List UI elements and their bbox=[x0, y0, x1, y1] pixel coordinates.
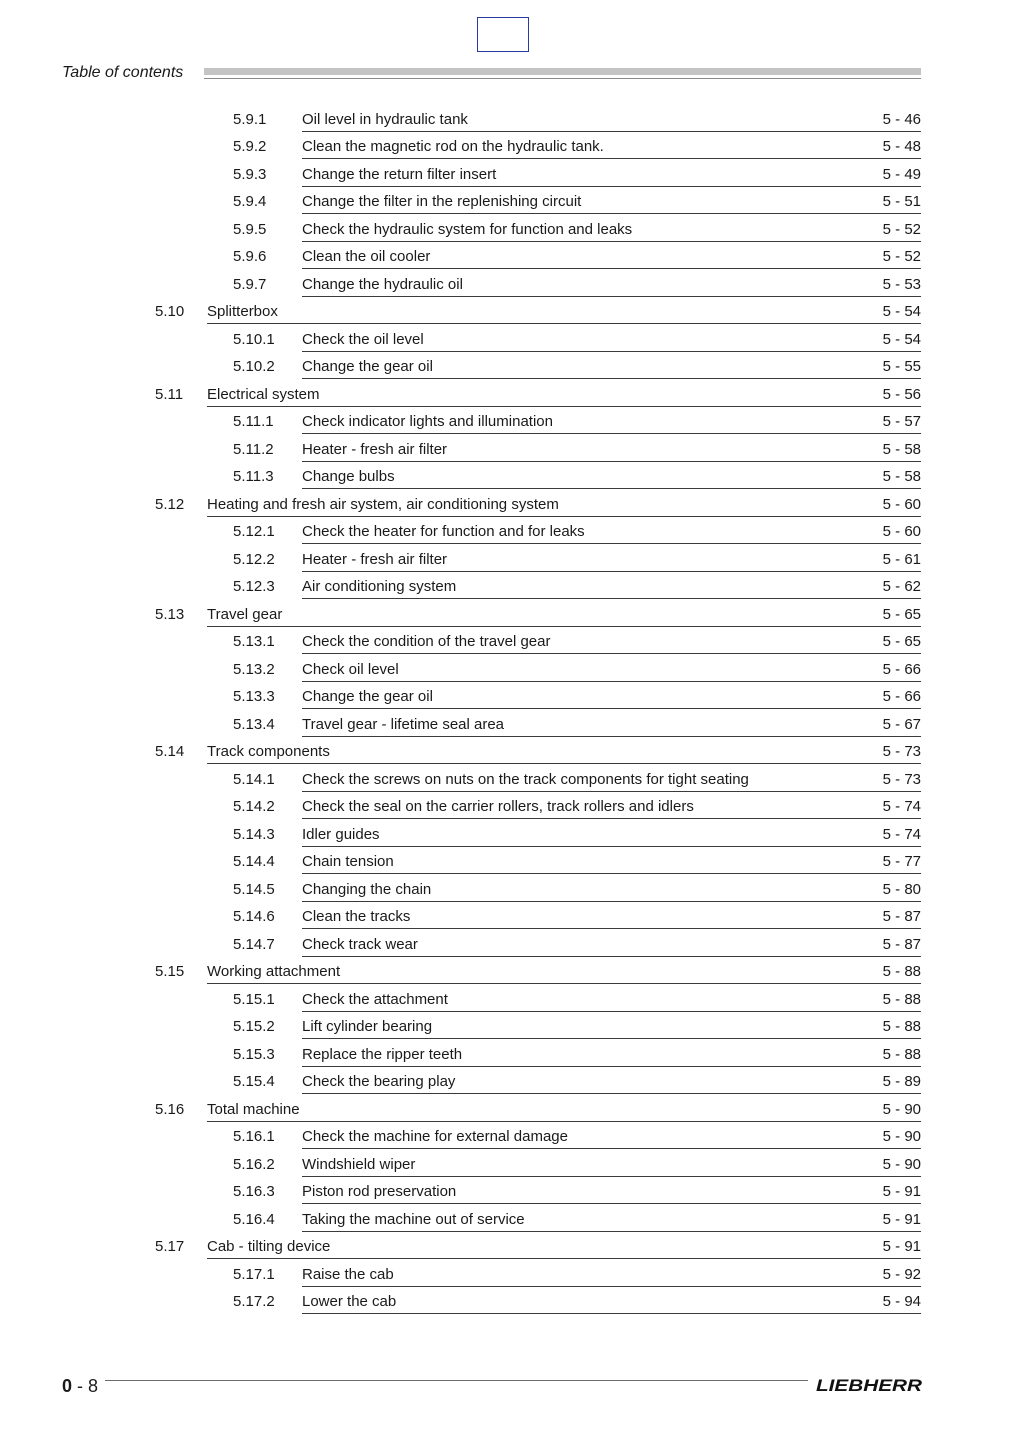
toc-subsection-entry[interactable] bbox=[0, 159, 1024, 187]
toc-subsection-entry[interactable] bbox=[0, 132, 1024, 160]
toc-subsection-entry[interactable] bbox=[0, 187, 1024, 215]
toc-subsection-entry[interactable] bbox=[0, 1287, 1024, 1315]
toc-subsection-entry[interactable] bbox=[0, 517, 1024, 545]
toc-subsection-entry[interactable] bbox=[0, 1259, 1024, 1287]
toc-entry-page[interactable]: 5 - 51 bbox=[882, 193, 921, 210]
toc-subsection-entry[interactable] bbox=[0, 1012, 1024, 1040]
toc-entry-number: 5.14.3 bbox=[233, 825, 275, 843]
toc-entry-title[interactable]: Air conditioning system bbox=[302, 578, 457, 595]
header-divider bbox=[204, 78, 921, 79]
toc-entry-title[interactable]: Check the condition of the travel gear bbox=[302, 633, 551, 650]
toc-entry-page[interactable]: 5 - 87 bbox=[882, 935, 921, 953]
toc-entry-page[interactable]: 5 - 62 bbox=[882, 578, 921, 595]
toc-entry-title[interactable]: Check the machine for external damage bbox=[302, 1128, 568, 1145]
toc-entry-number: 5.15.3 bbox=[233, 1045, 275, 1063]
toc-entry-title[interactable]: Total machine bbox=[207, 1100, 300, 1118]
toc-entry-page[interactable]: 5 - 49 bbox=[882, 165, 921, 183]
toc-entry-number: 5.16.3 bbox=[233, 1183, 275, 1200]
toc-entry-page[interactable]: 5 - 77 bbox=[882, 853, 921, 870]
toc-entry-page[interactable]: 5 - 53 bbox=[882, 275, 921, 293]
toc-entry-number: 5.15 bbox=[155, 963, 185, 980]
toc-subsection-entry[interactable] bbox=[0, 929, 1024, 957]
toc-entry-page[interactable]: 5 - 80 bbox=[882, 880, 921, 898]
toc-section-entry[interactable] bbox=[0, 489, 1024, 517]
toc-entry-title[interactable]: Check the heater for function and for leaks bbox=[302, 523, 585, 540]
toc-entry-page[interactable]: 5 - 90 bbox=[882, 1155, 921, 1173]
toc-entry-page[interactable]: 5 - 91 bbox=[882, 1238, 921, 1255]
toc-entry-page[interactable]: 5 - 58 bbox=[882, 440, 921, 458]
toc-entry-title[interactable]: Raise the cab bbox=[302, 1265, 394, 1283]
toc-subsection-entry[interactable] bbox=[0, 407, 1024, 435]
toc-entry-page[interactable]: 5 - 88 bbox=[882, 990, 921, 1008]
toc-entry-page[interactable]: 5 - 92 bbox=[882, 1265, 921, 1283]
toc-entry-title[interactable]: Travel gear bbox=[207, 605, 283, 623]
toc-section-entry[interactable] bbox=[0, 957, 1024, 985]
toc-entry-number: 5.9.1 bbox=[233, 110, 267, 128]
toc-subsection-entry[interactable] bbox=[0, 572, 1024, 600]
toc-entry-number: 5.14.6 bbox=[233, 908, 275, 925]
toc-entry-title[interactable]: Heating and fresh air system, air conditioning system bbox=[207, 495, 559, 513]
toc-entry-page[interactable]: 5 - 58 bbox=[882, 468, 921, 485]
toc-entry-title[interactable]: Cab - tilting device bbox=[207, 1238, 331, 1255]
toc-entry-page[interactable]: 5 - 61 bbox=[882, 550, 921, 568]
toc-entry-number: 5.10.1 bbox=[233, 330, 275, 348]
toc-entry-title[interactable]: Check indicator lights and illumination bbox=[302, 413, 553, 430]
toc-subsection-entry[interactable] bbox=[0, 847, 1024, 875]
toc-subsection-entry[interactable] bbox=[0, 324, 1024, 352]
toc-entry-title[interactable]: Heater - fresh air filter bbox=[302, 550, 448, 568]
toc-entry-number: 5.14.7 bbox=[233, 935, 275, 953]
toc-entry-number: 5.13.4 bbox=[233, 715, 275, 733]
toc-subsection-entry[interactable] bbox=[0, 874, 1024, 902]
toc-entry-number: 5.9.2 bbox=[233, 138, 267, 155]
toc-entry-number: 5.17.1 bbox=[233, 1265, 275, 1283]
toc-section-entry[interactable] bbox=[0, 1232, 1024, 1260]
toc-section-entry[interactable] bbox=[0, 1094, 1024, 1122]
toc-entry-title[interactable]: Check the oil level bbox=[302, 330, 424, 348]
toc-entry-page[interactable]: 5 - 56 bbox=[882, 385, 921, 403]
toc-subsection-entry[interactable] bbox=[0, 764, 1024, 792]
toc-entry-underline bbox=[302, 1313, 921, 1314]
toc-entry-page[interactable]: 5 - 91 bbox=[882, 1210, 921, 1228]
toc-subsection-entry[interactable] bbox=[0, 984, 1024, 1012]
toc-subsection-entry[interactable] bbox=[0, 352, 1024, 380]
footer-separator: - bbox=[72, 1376, 89, 1396]
toc-entry-title[interactable]: Windshield wiper bbox=[302, 1155, 416, 1173]
toc-entry-page[interactable]: 5 - 55 bbox=[882, 358, 921, 375]
toc-entry-title[interactable]: Piston rod preservation bbox=[302, 1183, 457, 1200]
toc-entry-page[interactable]: 5 - 88 bbox=[882, 1045, 921, 1063]
brand-logo-text: LIEBHERR bbox=[816, 1376, 923, 1394]
page-marker-box bbox=[477, 17, 529, 52]
toc-entry-title[interactable]: Idler guides bbox=[302, 825, 380, 843]
toc-entry-number: 5.10 bbox=[155, 303, 185, 320]
toc-entry-number: 5.14.4 bbox=[233, 853, 275, 870]
toc-entry-title[interactable]: Lift cylinder bearing bbox=[302, 1018, 433, 1035]
toc-subsection-entry[interactable] bbox=[0, 214, 1024, 242]
toc-entry-title[interactable]: Clean the tracks bbox=[302, 908, 411, 925]
toc-subsection-entry[interactable] bbox=[0, 104, 1024, 132]
toc-entry-page[interactable]: 5 - 54 bbox=[882, 330, 921, 348]
toc-entry-page[interactable]: 5 - 60 bbox=[882, 523, 921, 540]
toc-entry-title[interactable]: Splitterbox bbox=[207, 303, 278, 320]
toc-subsection-entry[interactable] bbox=[0, 269, 1024, 297]
toc-entry-number: 5.12.2 bbox=[233, 550, 275, 568]
toc-entry-page[interactable]: 5 - 90 bbox=[882, 1128, 921, 1145]
toc-entry-page[interactable]: 5 - 87 bbox=[882, 908, 921, 925]
liebherr-logo bbox=[815, 1376, 923, 1394]
toc-entry-number: 5.16.4 bbox=[233, 1210, 275, 1228]
toc-entry-number: 5.13.1 bbox=[233, 633, 275, 650]
toc-entry-page[interactable]: 5 - 94 bbox=[882, 1293, 921, 1310]
toc-entry-page[interactable]: 5 - 65 bbox=[882, 605, 921, 623]
toc-entry-title[interactable]: Change the gear oil bbox=[302, 688, 433, 705]
toc-entry-page[interactable]: 5 - 66 bbox=[882, 660, 921, 678]
toc-entry-title[interactable]: Track components bbox=[207, 743, 330, 760]
toc-entry-number: 5.13 bbox=[155, 605, 185, 623]
toc-entry-title[interactable]: Change the gear oil bbox=[302, 358, 433, 375]
toc-entry-title[interactable]: Oil level in hydraulic tank bbox=[302, 110, 468, 128]
toc-entry-title[interactable]: Working attachment bbox=[207, 963, 341, 980]
toc-entry-title[interactable]: Check the attachment bbox=[302, 990, 448, 1008]
toc-entry-title[interactable]: Heater - fresh air filter bbox=[302, 440, 448, 458]
footer-divider bbox=[105, 1380, 808, 1381]
toc-entry-title[interactable]: Check oil level bbox=[302, 660, 399, 678]
toc-entry-number: 5.10.2 bbox=[233, 358, 275, 375]
toc-entry-number: 5.11.3 bbox=[233, 468, 274, 485]
toc-entry-number: 5.14.2 bbox=[233, 798, 275, 815]
toc-entry-number: 5.13.2 bbox=[233, 660, 275, 678]
toc-entry-page[interactable]: 5 - 60 bbox=[882, 495, 921, 513]
toc-entry-page[interactable]: 5 - 48 bbox=[882, 138, 921, 155]
toc-section-entry[interactable] bbox=[0, 379, 1024, 407]
toc-entry-page[interactable]: 5 - 88 bbox=[882, 963, 921, 980]
toc-entry-number: 5.11.2 bbox=[233, 440, 274, 458]
toc-entry-number: 5.9.6 bbox=[233, 248, 267, 265]
toc-entry-title[interactable]: Travel gear - lifetime seal area bbox=[302, 715, 505, 733]
toc-entry-page[interactable]: 5 - 91 bbox=[882, 1183, 921, 1200]
toc-entry-title[interactable]: Taking the machine out of service bbox=[302, 1210, 525, 1228]
toc-entry-page[interactable]: 5 - 54 bbox=[882, 303, 921, 320]
toc-entry-number: 5.12.1 bbox=[233, 523, 275, 540]
toc-entry-number: 5.11 bbox=[155, 385, 184, 403]
toc-subsection-entry[interactable] bbox=[0, 1204, 1024, 1232]
toc-entry-number: 5.11.1 bbox=[233, 413, 274, 430]
toc-entry-page[interactable]: 5 - 73 bbox=[882, 770, 921, 788]
toc-subsection-entry[interactable] bbox=[0, 1067, 1024, 1095]
toc-entry-title[interactable]: Electrical system bbox=[207, 385, 320, 403]
toc-section-entry[interactable] bbox=[0, 599, 1024, 627]
toc-entry-page[interactable]: 5 - 66 bbox=[882, 688, 921, 705]
toc-entry-page[interactable]: 5 - 73 bbox=[882, 743, 921, 760]
page-header-title: Table of contents bbox=[62, 64, 184, 81]
toc-entry-number: 5.16 bbox=[155, 1100, 185, 1118]
toc-entry-page[interactable]: 5 - 65 bbox=[882, 633, 921, 650]
toc-entry-page[interactable]: 5 - 52 bbox=[882, 248, 921, 265]
toc-entry-number: 5.14 bbox=[155, 743, 185, 760]
toc-entry-number: 5.15.1 bbox=[233, 990, 275, 1008]
toc-entry-number: 5.14.1 bbox=[233, 770, 275, 788]
footer-chapter: 0 bbox=[62, 1376, 73, 1396]
toc-subsection-entry[interactable] bbox=[0, 709, 1024, 737]
toc-subsection-entry[interactable] bbox=[0, 682, 1024, 710]
toc-entry-title[interactable]: Check the seal on the carrier rollers, track rollers and idlers bbox=[302, 798, 694, 815]
toc-entry-number: 5.15.2 bbox=[233, 1018, 275, 1035]
toc-entry-number: 5.13.3 bbox=[233, 688, 275, 705]
toc-entry-title[interactable]: Check the bearing play bbox=[302, 1073, 456, 1090]
toc-subsection-entry[interactable] bbox=[0, 1122, 1024, 1150]
toc-entry-number: 5.9.4 bbox=[233, 193, 267, 210]
toc-entry-title[interactable]: Check track wear bbox=[302, 935, 418, 953]
toc-entry-page[interactable]: 5 - 57 bbox=[882, 413, 921, 430]
toc-subsection-entry[interactable] bbox=[0, 819, 1024, 847]
toc-subsection-entry[interactable] bbox=[0, 792, 1024, 820]
toc-entry-page[interactable]: 5 - 52 bbox=[882, 220, 921, 238]
toc-entry-page[interactable]: 5 - 67 bbox=[882, 715, 921, 733]
table-of-contents bbox=[0, 104, 1024, 1314]
toc-entry-number: 5.16.1 bbox=[233, 1128, 275, 1145]
toc-subsection-entry[interactable] bbox=[0, 1039, 1024, 1067]
toc-entry-page[interactable]: 5 - 74 bbox=[882, 798, 921, 815]
toc-entry-title[interactable]: Change the filter in the replenishing circuit bbox=[302, 193, 582, 210]
header-bar bbox=[204, 68, 921, 75]
toc-entry-number: 5.15.4 bbox=[233, 1073, 275, 1090]
toc-entry-number: 5.12.3 bbox=[233, 578, 275, 595]
toc-entry-page[interactable]: 5 - 88 bbox=[882, 1018, 921, 1035]
toc-entry-page[interactable]: 5 - 46 bbox=[882, 110, 921, 128]
toc-entry-number: 5.9.7 bbox=[233, 275, 267, 293]
toc-subsection-entry[interactable] bbox=[0, 1149, 1024, 1177]
toc-entry-number: 5.16.2 bbox=[233, 1155, 275, 1173]
toc-entry-title[interactable]: Lower the cab bbox=[302, 1293, 397, 1310]
toc-subsection-entry[interactable] bbox=[0, 1177, 1024, 1205]
toc-subsection-entry[interactable] bbox=[0, 544, 1024, 572]
toc-entry-number: 5.9.5 bbox=[233, 220, 267, 238]
toc-entry-page[interactable]: 5 - 74 bbox=[882, 825, 921, 843]
footer-page-number bbox=[62, 1376, 98, 1397]
toc-entry-number: 5.12 bbox=[155, 495, 185, 513]
toc-subsection-entry[interactable] bbox=[0, 627, 1024, 655]
toc-subsection-entry[interactable] bbox=[0, 434, 1024, 462]
toc-entry-title[interactable]: Change the hydraulic oil bbox=[302, 275, 463, 293]
toc-section-entry[interactable] bbox=[0, 297, 1024, 325]
toc-entry-title[interactable]: Change the return filter insert bbox=[302, 165, 497, 183]
toc-entry-title[interactable]: Check the hydraulic system for function and leaks bbox=[302, 220, 633, 238]
toc-entry-title[interactable]: Changing the chain bbox=[302, 880, 432, 898]
toc-subsection-entry[interactable] bbox=[0, 242, 1024, 270]
toc-entry-title[interactable]: Check the screws on nuts on the track components for tight seating bbox=[302, 770, 749, 788]
toc-entry-title[interactable]: Change bulbs bbox=[302, 468, 395, 485]
toc-entry-title[interactable]: Chain tension bbox=[302, 853, 394, 870]
toc-entry-number: 5.14.5 bbox=[233, 880, 275, 898]
toc-entry-number: 5.17.2 bbox=[233, 1293, 275, 1310]
toc-subsection-entry[interactable] bbox=[0, 462, 1024, 490]
toc-entry-number: 5.9.3 bbox=[233, 165, 267, 183]
toc-entry-page[interactable]: 5 - 89 bbox=[882, 1073, 921, 1090]
toc-entry-number: 5.17 bbox=[155, 1238, 185, 1255]
toc-entry-title[interactable]: Clean the magnetic rod on the hydraulic tank. bbox=[302, 138, 604, 155]
toc-entry-title[interactable]: Clean the oil cooler bbox=[302, 248, 431, 265]
toc-entry-title[interactable]: Replace the ripper teeth bbox=[302, 1045, 463, 1063]
toc-subsection-entry[interactable] bbox=[0, 654, 1024, 682]
footer-page: 8 bbox=[88, 1376, 99, 1396]
toc-subsection-entry[interactable] bbox=[0, 902, 1024, 930]
toc-entry-page[interactable]: 5 - 90 bbox=[882, 1100, 921, 1118]
toc-section-entry[interactable] bbox=[0, 737, 1024, 765]
